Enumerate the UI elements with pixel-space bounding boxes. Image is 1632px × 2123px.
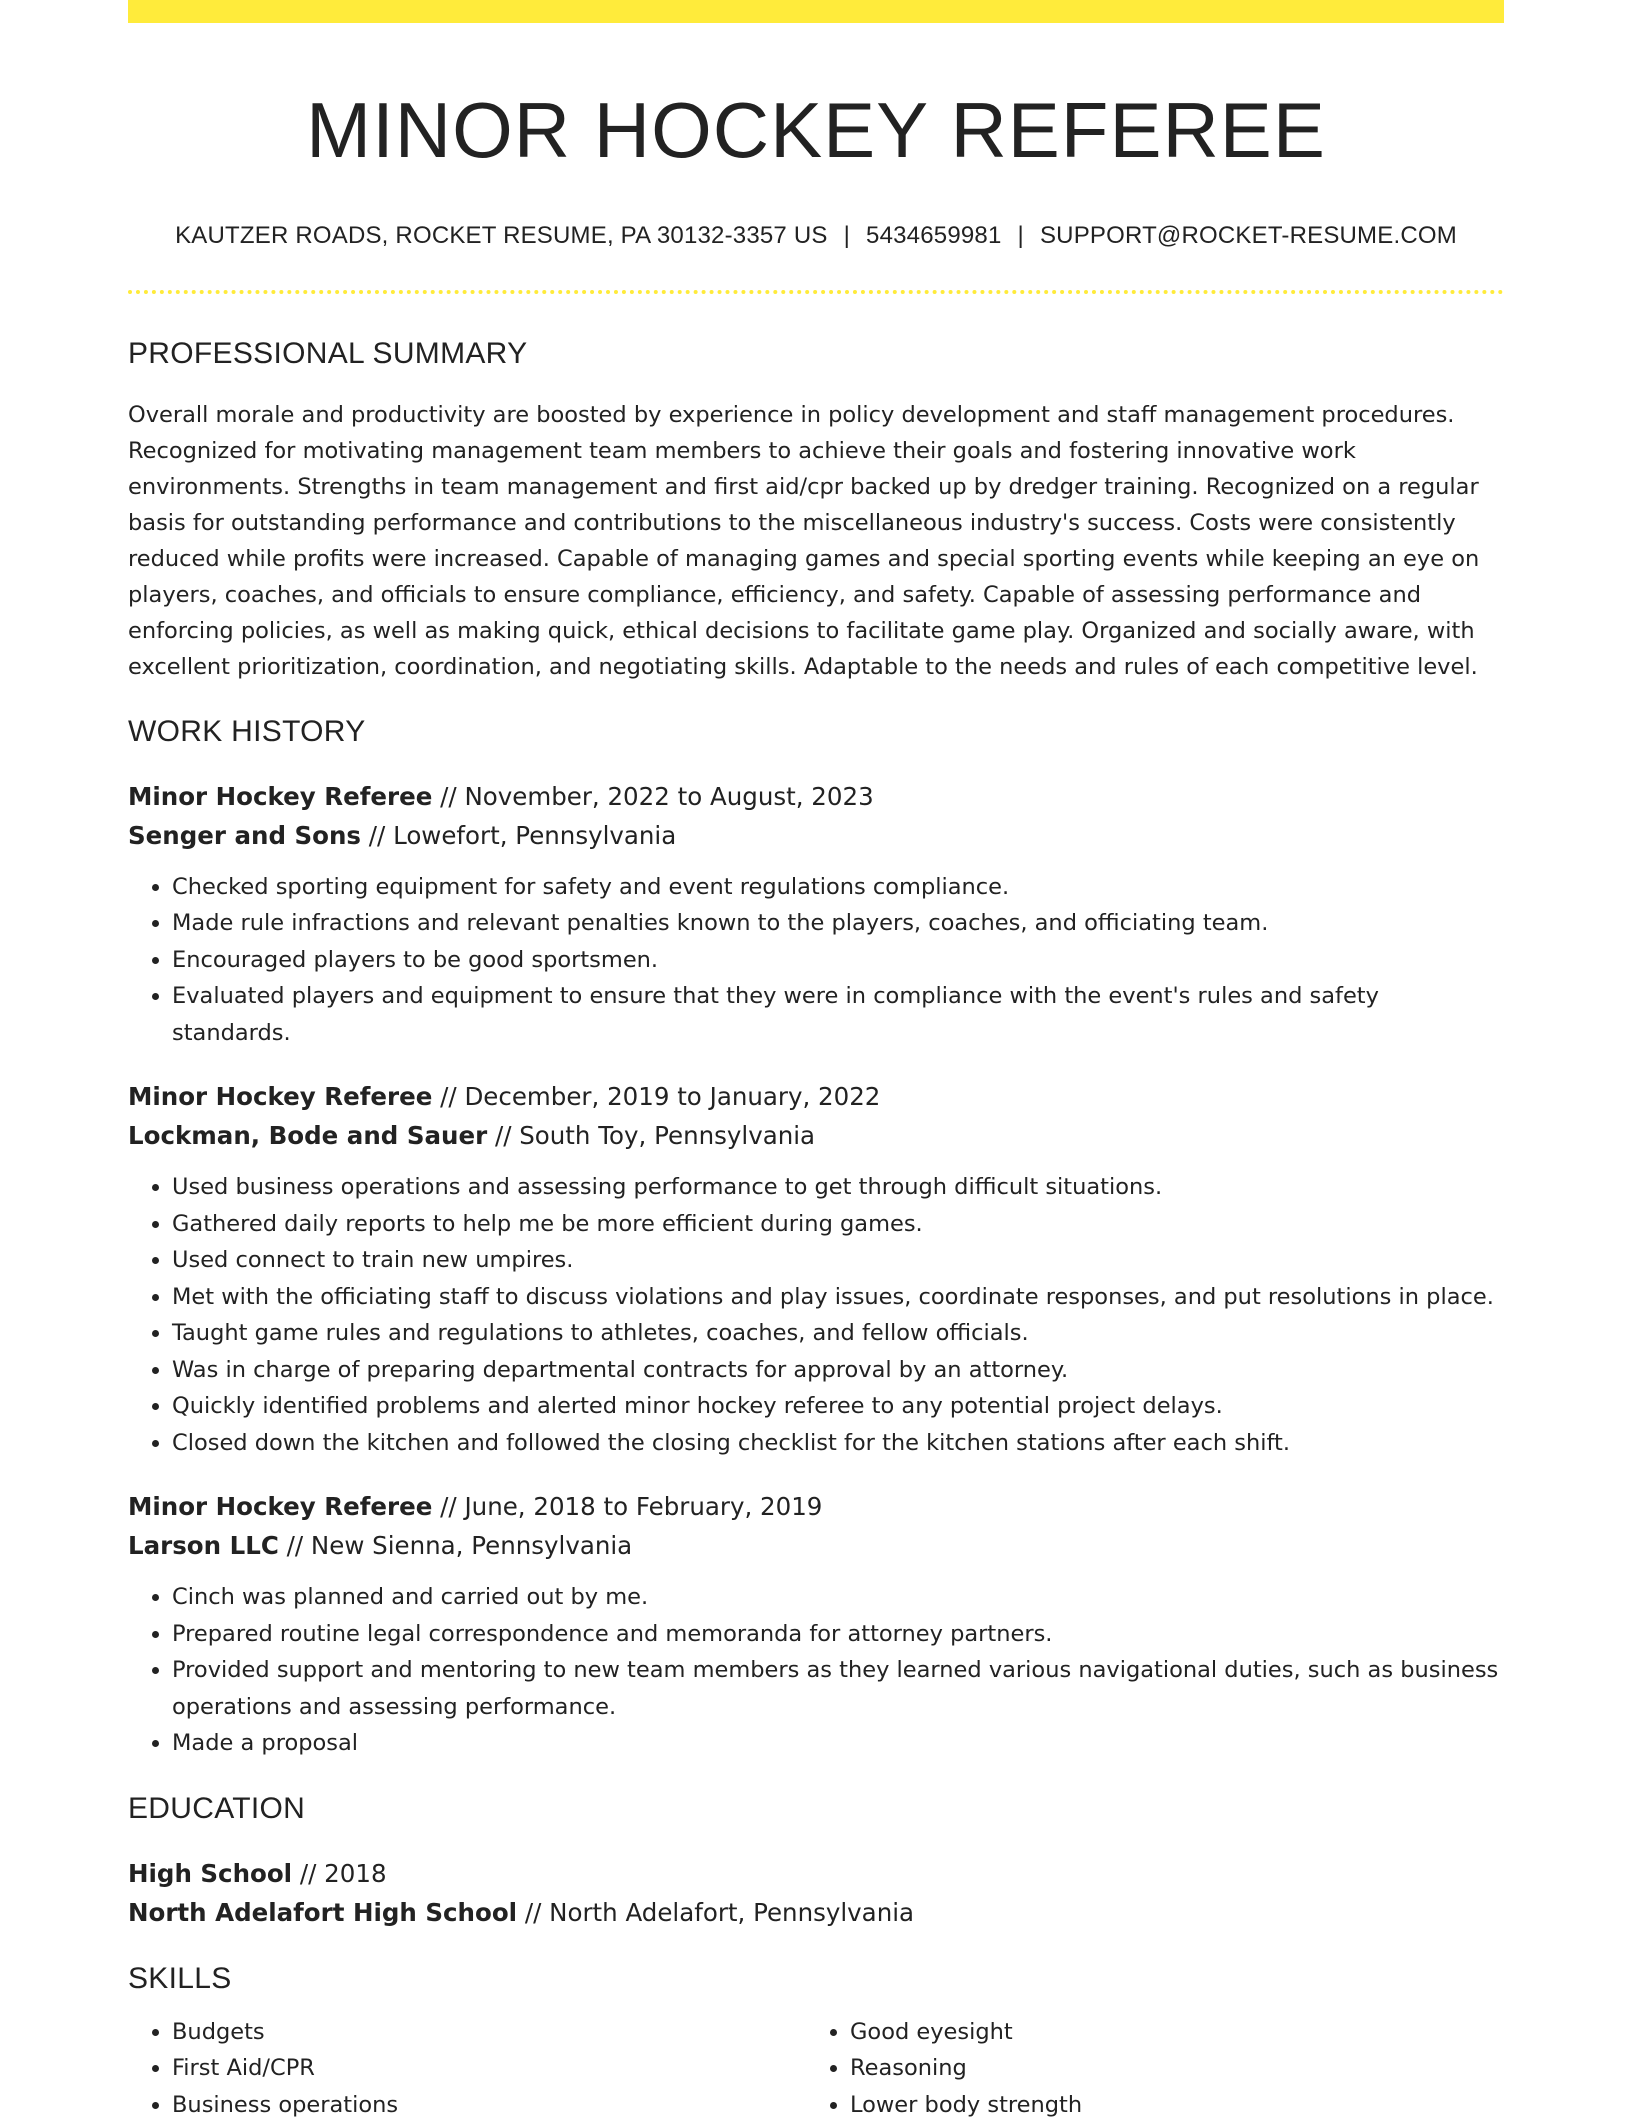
skill-item: • Lower body strength (850, 2087, 1450, 2123)
resume-page (128, 0, 1504, 2123)
skill-item: • Good eyesight (850, 2014, 1450, 2051)
job-title-line (128, 1077, 1504, 1116)
job-bullet: • Used business operations and assessing performance to get through difficult situations. (172, 1169, 1504, 1206)
job-bullet: • Encouraged players to be good sportsmen. (172, 942, 1504, 979)
job-bullet: • Evaluated players and equipment to ensure that they were in compliance with the event's rules and safety standards. (172, 978, 1504, 1051)
job-company-line (128, 1116, 1504, 1155)
skill-item: • First Aid/CPR (172, 2050, 806, 2087)
job-company: Senger and Sons (128, 820, 362, 850)
contact-address: KAUTZER ROADS, ROCKET RESUME, PA 30132-3357 US (175, 221, 828, 249)
job-location: // New Sienna, Pennsylvania (278, 1531, 633, 1561)
skills-column-left (128, 2014, 806, 2123)
contact-separator: | (1017, 221, 1024, 249)
resume-title: MINOR HOCKEY REFEREE (306, 86, 1326, 174)
job-dates: // June, 2018 to February, 2019 (432, 1492, 823, 1522)
job-bullet: • Closed down the kitchen and followed the closing checklist for the kitchen stations after each shift. (172, 1425, 1504, 1462)
education-degree-line (128, 1854, 1504, 1893)
job-title: Minor Hockey Referee (128, 781, 433, 811)
dotted-divider (128, 290, 1504, 294)
job-bullet: • Taught game rules and regulations to athletes, coaches, and fellow officials. (172, 1315, 1504, 1352)
contact-email: SUPPORT@ROCKET-RESUME.COM (1039, 221, 1457, 249)
contact-line (128, 222, 1504, 250)
job-entry (128, 1077, 1504, 1461)
job-bullet: • Met with the officiating staff to discuss violations and play issues, coordinate responses, and put resolutions in place. (172, 1279, 1504, 1316)
job-title: Minor Hockey Referee (128, 1082, 433, 1112)
job-location: // Lowefort, Pennsylvania (361, 820, 677, 850)
job-bullet: • Gathered daily reports to help me be more efficient during games. (172, 1206, 1504, 1243)
job-entry (128, 777, 1504, 1052)
job-bullet: • Made a proposal (172, 1725, 1504, 1762)
education-heading: EDUCATION (128, 1791, 306, 1825)
education-school-line (128, 1893, 1504, 1932)
job-company: Larson LLC (128, 1531, 279, 1561)
job-title: Minor Hockey Referee (128, 1492, 433, 1522)
job-bullet: • Provided support and mentoring to new team members as they learned various navigational duties, such as business operations and assessing performance. (172, 1652, 1504, 1725)
summary-text: Overall morale and productivity are boosted by experience in policy development and staff management procedures. Recognized for motivating management team members to achieve their goals and fostering innovative work environments. Strengths in team management and first aid/cpr backed up by dredger training. Recognized on a regular basis for outstanding performance and contributions to the miscellaneous industry's success. Costs were consistently reduced while profits were increased. Capable of managing games and special sporting events while keeping an eye on players, coaches, and officials to ensure compliance, efficiency, and safety. Capable of assessing performance and enforcing policies, as well as making quick, ethical decisions to facilitate game play. Organized and socially aware, with excellent prioritization, coordination, and negotiating skills. Adaptable to the needs and rules of each competitive level. (128, 401, 1480, 680)
job-title-line (128, 1487, 1504, 1526)
education-location: // North Adelafort, Pennsylvania (517, 1897, 915, 1927)
job-bullets (128, 1579, 1504, 1762)
job-bullet: • Checked sporting equipment for safety and event regulations compliance. (172, 869, 1504, 906)
job-entry (128, 1487, 1504, 1762)
education-year: // 2018 (292, 1858, 387, 1888)
contact-phone: 5434659981 (866, 221, 1002, 249)
skills-heading: SKILLS (128, 1961, 232, 1995)
job-dates: // December, 2019 to January, 2022 (432, 1082, 881, 1112)
job-dates: // November, 2022 to August, 2023 (432, 781, 874, 811)
skill-item: • Reasoning (850, 2050, 1450, 2087)
job-bullet: • Cinch was planned and carried out by me. (172, 1579, 1504, 1616)
job-bullet: • Used connect to train new umpires. (172, 1242, 1504, 1279)
job-title-line (128, 777, 1504, 816)
education-school: North Adelafort High School (128, 1897, 518, 1927)
job-company: Lockman, Bode and Sauer (128, 1121, 488, 1151)
job-bullets (128, 869, 1504, 1052)
job-location: // South Toy, Pennsylvania (487, 1121, 816, 1151)
job-company-line (128, 1526, 1504, 1565)
accent-bar (128, 0, 1504, 23)
education-entry (128, 1854, 1504, 1932)
skills-column-right (806, 2014, 1450, 2123)
work-history-heading: WORK HISTORY (128, 714, 366, 748)
education-degree: High School (128, 1858, 293, 1888)
summary-heading: PROFESSIONAL SUMMARY (128, 336, 528, 370)
contact-separator: | (843, 221, 851, 249)
skills-list (128, 2014, 1504, 2123)
job-bullet: • Quickly identified problems and alerted minor hockey referee to any potential project delays. (172, 1388, 1504, 1425)
skill-item: • Budgets (172, 2014, 806, 2051)
job-bullet: • Prepared routine legal correspondence and memoranda for attorney partners. (172, 1616, 1504, 1653)
job-bullet: • Was in charge of preparing departmental contracts for approval by an attorney. (172, 1352, 1504, 1389)
job-bullet: • Made rule infractions and relevant penalties known to the players, coaches, and officiating team. (172, 905, 1504, 942)
job-company-line (128, 816, 1504, 855)
job-bullets (128, 1169, 1504, 1461)
skill-item: • Business operations (172, 2087, 806, 2123)
